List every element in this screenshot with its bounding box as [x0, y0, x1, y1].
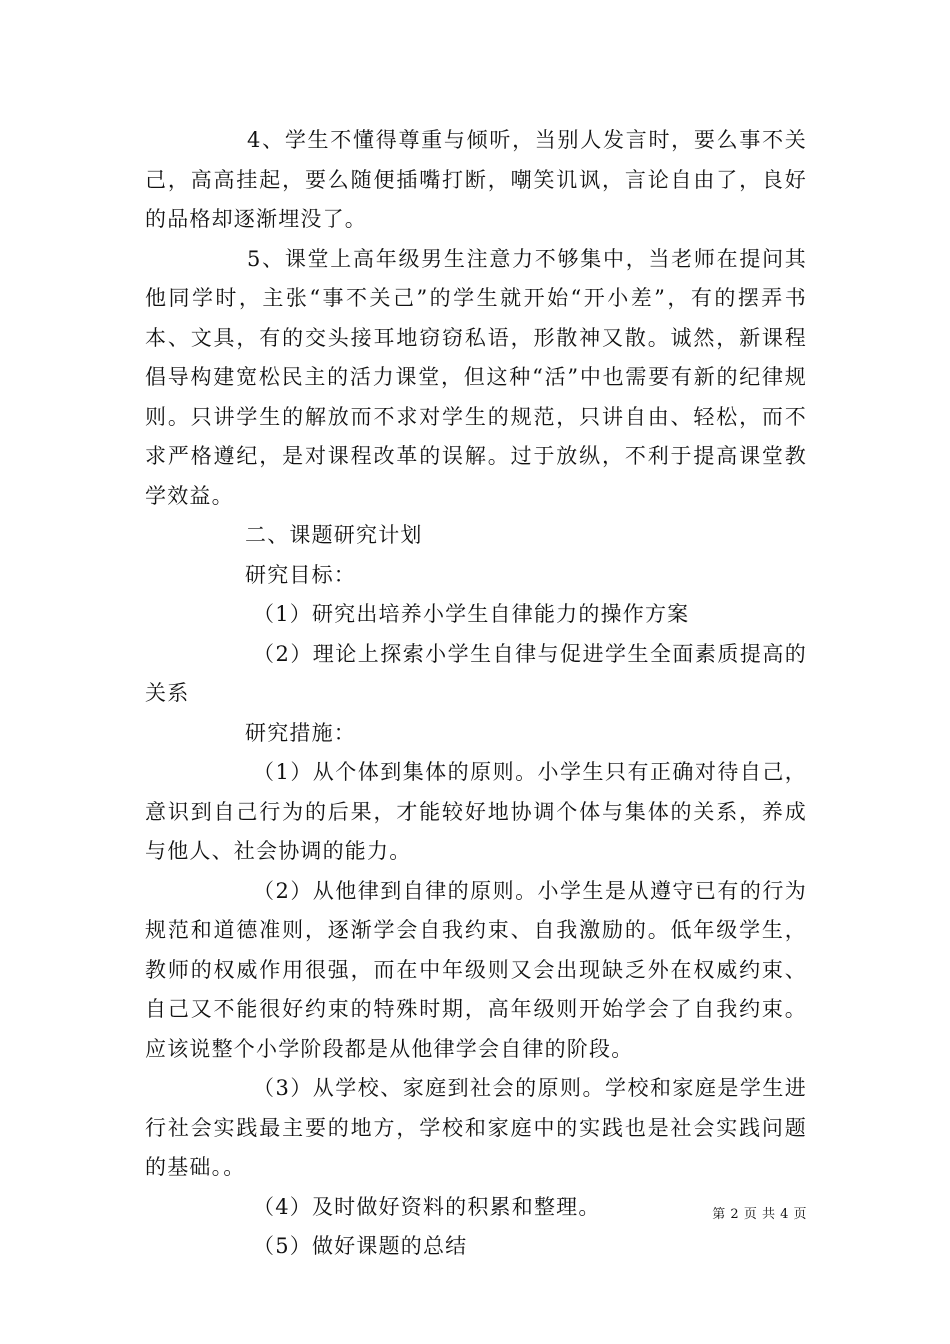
measure-item-4: （4）及时做好资料的积累和整理。: [253, 1194, 601, 1219]
measure-item-1: （1）从个体到集体的原则。小学生只有正确对待自己，意识到自己行为的后果，才能较好地协调个体与集体的关系，养成与他人、社会协调的能力。: [145, 760, 807, 863]
section-heading-research-plan: 二、课题研究计划: [245, 523, 423, 547]
subheading-research-measures: 研究措施：: [245, 720, 356, 745]
paragraph-problem-5: 5、课堂上高年级男生注意力不够集中，当老师在提问其他同学时，主张“事不关己”的学生就开始“开小差”，有的摆弄书本、文具，有的交头接耳地窃窃私语，形散神又散。诚然，新课程倡导构建宽松民主的活力课堂，但这种“活”中也需要有新的纪律规则。只讲学生的解放而不求对学生的规范，只讲自由、轻松，而不求严格遵纪，是对课程改革的误解。过于放纵，不利于提高课堂教学效益。: [145, 246, 807, 508]
measure-item-5: （5）做好课题的总结: [253, 1234, 468, 1258]
subheading-research-goals: 研究目标：: [245, 562, 356, 587]
document-body: [145, 121, 807, 1267]
measure-item-2: （2）从他律到自律的原则。小学生是从遵守已有的行为规范和道德准则，逐渐学会自我约束、自我激励的。低年级学生，教师的权威作用很强，而在中年级则又会出现缺乏外在权威约束、自己又不能很好约束的特殊时期，高年级则开始学会了自我约束。应该说整个小学阶段都是从他律学会自律的阶段。: [145, 878, 807, 1061]
goal-item-1: （1）研究出培养小学生自律能力的操作方案: [253, 602, 690, 626]
measure-item-3: （3）从学校、家庭到社会的原则。学校和家庭是学生进行社会实践最主要的地方，学校和家庭中的实践也是社会实践问题的基础。。: [145, 1076, 807, 1179]
goal-item-2: （2）理论上探索小学生自律与促进学生全面素质提高的关系: [145, 641, 807, 705]
page-number-footer: 第 2 页 共 4 页: [712, 1207, 807, 1222]
paragraph-problem-4: 4、学生不懂得尊重与倾听，当别人发言时，要么事不关己，高高挂起，要么随便插嘴打断，嘲笑讥讽，言论自由了，良好的品格却逐渐埋没了。: [145, 128, 807, 231]
